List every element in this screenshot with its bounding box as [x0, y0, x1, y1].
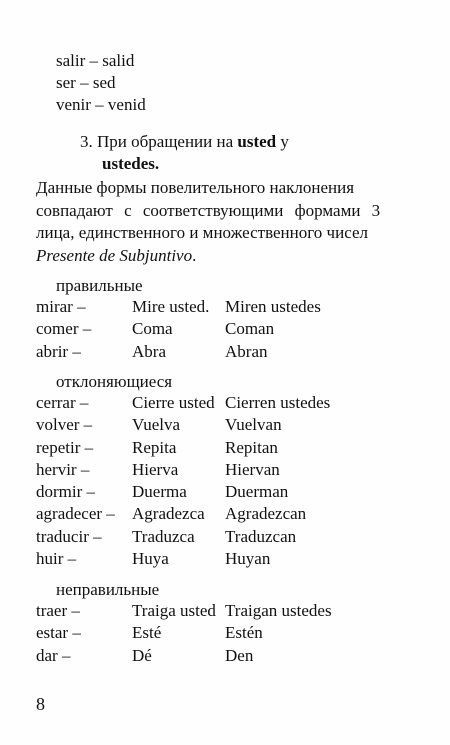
infinitive: comer – — [36, 319, 92, 339]
group-title-regular: правильные — [56, 276, 143, 295]
plural-form: Duerman — [225, 482, 289, 502]
singular-form: Abra — [132, 341, 166, 361]
infinitive: mirar – — [36, 297, 86, 316]
paragraph-end: . — [192, 245, 197, 265]
section-text-mid: у — [280, 132, 289, 151]
paragraph-line — [36, 245, 414, 268]
page-number: 8 — [36, 694, 45, 714]
infinitive: repetir – — [36, 437, 94, 457]
plural-form: Estén — [225, 623, 263, 643]
singular-form: Repita — [132, 437, 177, 457]
plural-form: Traduzcan — [225, 526, 297, 546]
section-text: При обращении на — [97, 132, 234, 151]
paragraph-line: лица, единственного и множественного чисел — [36, 223, 368, 242]
group-title-irregular: неправильные — [56, 580, 160, 599]
singular-form: Traiga usted — [132, 601, 216, 620]
section-bold-usted: usted — [237, 132, 277, 151]
singular-form: Coma — [132, 319, 173, 339]
paragraph-line: Данные формы повелительного наклонения — [36, 178, 355, 197]
plural-form: Den — [225, 645, 254, 665]
singular-form: Hierva — [132, 459, 179, 479]
singular-form: Huya — [132, 549, 169, 569]
plural-form: Repitan — [225, 437, 278, 457]
plural-form: Coman — [225, 319, 275, 339]
plural-form: Abran — [225, 341, 268, 361]
plural-form: Hiervan — [225, 459, 280, 479]
infinitive: abrir – — [36, 341, 81, 361]
infinitive: cerrar – — [36, 393, 89, 412]
top-line: ser – sed — [56, 73, 116, 92]
infinitive: hervir – — [36, 459, 90, 479]
section-heading — [80, 131, 400, 175]
singular-form: Cierre usted — [132, 393, 215, 412]
singular-form: Agradezca — [132, 504, 205, 524]
infinitive: volver – — [36, 415, 93, 435]
top-line: venir – venid — [56, 95, 146, 114]
plural-form: Agradezcan — [225, 504, 307, 524]
singular-form: Dé — [132, 645, 152, 665]
infinitive: huir – — [36, 549, 77, 569]
paragraph-line: совпадают с соответствующими формами 3 — [36, 200, 381, 220]
singular-form: Traduzca — [132, 526, 195, 546]
plural-form: Huyan — [225, 549, 271, 569]
singular-form: Mire usted. — [132, 297, 210, 316]
section-bold-ustedes: ustedes. — [102, 154, 160, 173]
infinitive: traer – — [36, 601, 80, 620]
group-title-irregular-stem: отклоняющиеся — [56, 372, 173, 391]
infinitive: traducir – — [36, 526, 102, 546]
infinitive: estar – — [36, 623, 81, 643]
singular-form: Esté — [132, 623, 162, 643]
section-number: 3. — [80, 132, 93, 151]
plural-form: Traigan ustedes — [225, 601, 332, 620]
plural-form: Vuelvan — [225, 415, 282, 435]
explanation-paragraph — [36, 177, 414, 267]
plural-form: Cierren ustedes — [225, 393, 331, 412]
paragraph-italic-term: Presente de Subjuntivo — [36, 245, 193, 265]
top-line: salir – salid — [56, 51, 135, 70]
singular-form: Duerma — [132, 482, 187, 502]
plural-form: Miren ustedes — [225, 297, 321, 316]
infinitive: agradecer – — [36, 504, 115, 524]
singular-form: Vuelva — [132, 415, 181, 435]
infinitive: dormir – — [36, 482, 96, 502]
infinitive: dar – — [36, 645, 71, 665]
